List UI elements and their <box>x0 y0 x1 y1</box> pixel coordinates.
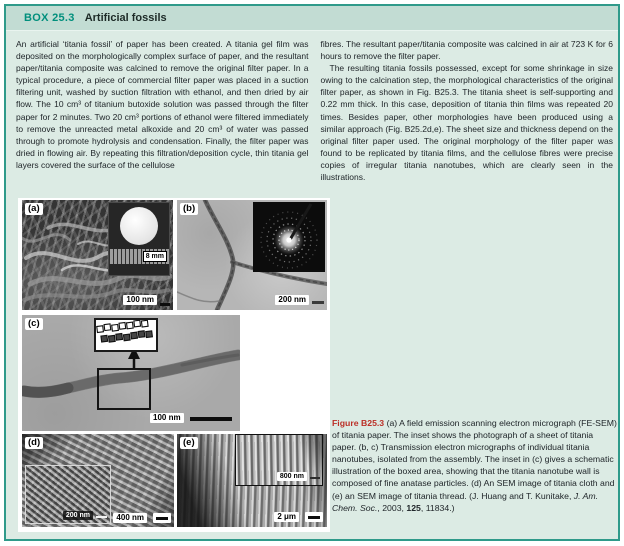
panel-c-label: (c) <box>25 318 43 330</box>
panel-a-label: (a) <box>25 203 43 215</box>
panel-c-tem-nanotube-schematic <box>22 315 240 431</box>
figure-caption-text: (a) A field emission scanning electron micrograph (FE-SEM) of titania paper. The inset shows the photograph of a sheet of titania paper. (b, c) Transmission electron micrographs of individual titania nanotubes, isolated from the assembly. The inset in (c) gives a schematic illustration of the boxed area, showing that the titania nanotube wall is composed of fine anatase particles. (d) An SEM image of titania cloth and (e) an SEM image of titania thread. <box>332 418 617 501</box>
panel-c-scale-bar <box>190 417 232 421</box>
panel-b-tem-nanotube <box>177 200 327 310</box>
panel-a-scale-bar <box>160 303 170 306</box>
right-column-paragraph-1: fibres. The resultant paper/titania composite was calcined in air at 723 K for 6 hours to remove the filter paper. <box>320 39 613 62</box>
panel-e-scale-label: 2 μm <box>274 512 299 522</box>
panel-d-closeup-inset <box>25 465 111 524</box>
panel-e-closeup-inset <box>235 434 323 486</box>
panel-a-inset-scale: 8 mm <box>143 251 167 262</box>
panel-d-scale-label: 400 nm <box>113 513 147 523</box>
textbook-box <box>4 4 620 541</box>
body-text-columns <box>16 38 613 183</box>
anatase-particles-schematic-inset <box>94 318 158 352</box>
panel-c-scale-label: 100 nm <box>150 413 184 423</box>
panel-b-scale-bar <box>312 301 324 304</box>
panel-b-label: (b) <box>180 203 198 215</box>
panel-d-label: (d) <box>25 437 43 449</box>
panel-d-inset-scale-bar <box>96 516 107 519</box>
figure-montage <box>18 198 330 532</box>
citation-volume: 125 <box>406 502 421 513</box>
panel-e-scale-bar <box>308 516 320 519</box>
panel-d-scale-bar <box>156 517 168 520</box>
panel-e-sem-titania-thread <box>177 434 327 527</box>
right-column-paragraph-2: The resulting titania fossils possessed, except for some shrinkage in size owing to the calcination step, the morphological characteristics of the original filter paper, as shown in Fig. B25.3. The titania sheet is self-supporting and 0.22 mm thick. In this case, deposition of titania thin films was repeated 20 times. Besides paper, other morphologies have been produced using a similar approach (Fig. B25.2d,e). The sheet size and thickness depend on the original filter paper used. The original morphology of the filter paper was found to be replicated by titania films, and the cellulose fibres were precise copies of irregular titania nanotubes, which are clearly seen in the illustrations. <box>320 63 613 183</box>
electron-diffraction-icon <box>253 202 325 272</box>
particle-wall-schematic-icon <box>96 320 156 350</box>
panel-d-sem-titania-cloth <box>22 434 174 527</box>
titania-paper-disc-photo <box>120 207 158 245</box>
box-number: BOX 25.3 <box>24 12 75 24</box>
box-title: Artificial fossils <box>84 12 167 24</box>
box-header <box>6 6 618 31</box>
panel-d-inset-scale: 200 nm <box>63 511 93 520</box>
figure-caption <box>332 417 617 514</box>
left-column-text: An artificial ‘titania fossil’ of paper has been created. A titania gel film was deposited on the morphologically complex surface of paper, and the resultant paper/titania composite was calcined to remove the original filter paper. In a typical procedure, a piece of commercial filter paper was placed in a suction filtering unit, washed by suction filtration with ethanol, and then dried by air flow. The 10 cm³ of titanium butoxide solution was passed through the filter paper for 2 minutes. Two 20 cm³ portions of ethanol were filtered immediately to remove the unreacted metal alkoxide and 20 cm³ of water was passed through to promote hydrolysis and condensation. Finally, the filter paper was dried in flowing air. By repeating this filtration/deposition cycle, thin titania gel layers covered the surface of the cellulose <box>16 39 309 170</box>
panel-b-scale-label: 200 nm <box>275 295 309 305</box>
citation-journal: J. Am. Chem. Soc. <box>332 490 599 513</box>
panel-e-inset-scale-bar <box>310 477 320 480</box>
right-column-text <box>321 38 614 183</box>
citation-year: , 2003, <box>377 502 407 513</box>
diffraction-pattern-inset <box>253 202 325 272</box>
citation-pages: , 11834.) <box>420 502 455 513</box>
panel-a-photo-inset <box>108 202 170 276</box>
citation-authors: (J. Huang and T. Kunitake, <box>469 490 574 501</box>
figure-caption-label: Figure B25.3 <box>332 418 385 428</box>
panel-e-inset-scale: 800 nm <box>277 472 307 481</box>
panel-a-sem-titania-paper <box>22 200 173 310</box>
panel-e-label: (e) <box>180 437 198 449</box>
panel-a-scale-label: 100 nm <box>123 295 157 305</box>
